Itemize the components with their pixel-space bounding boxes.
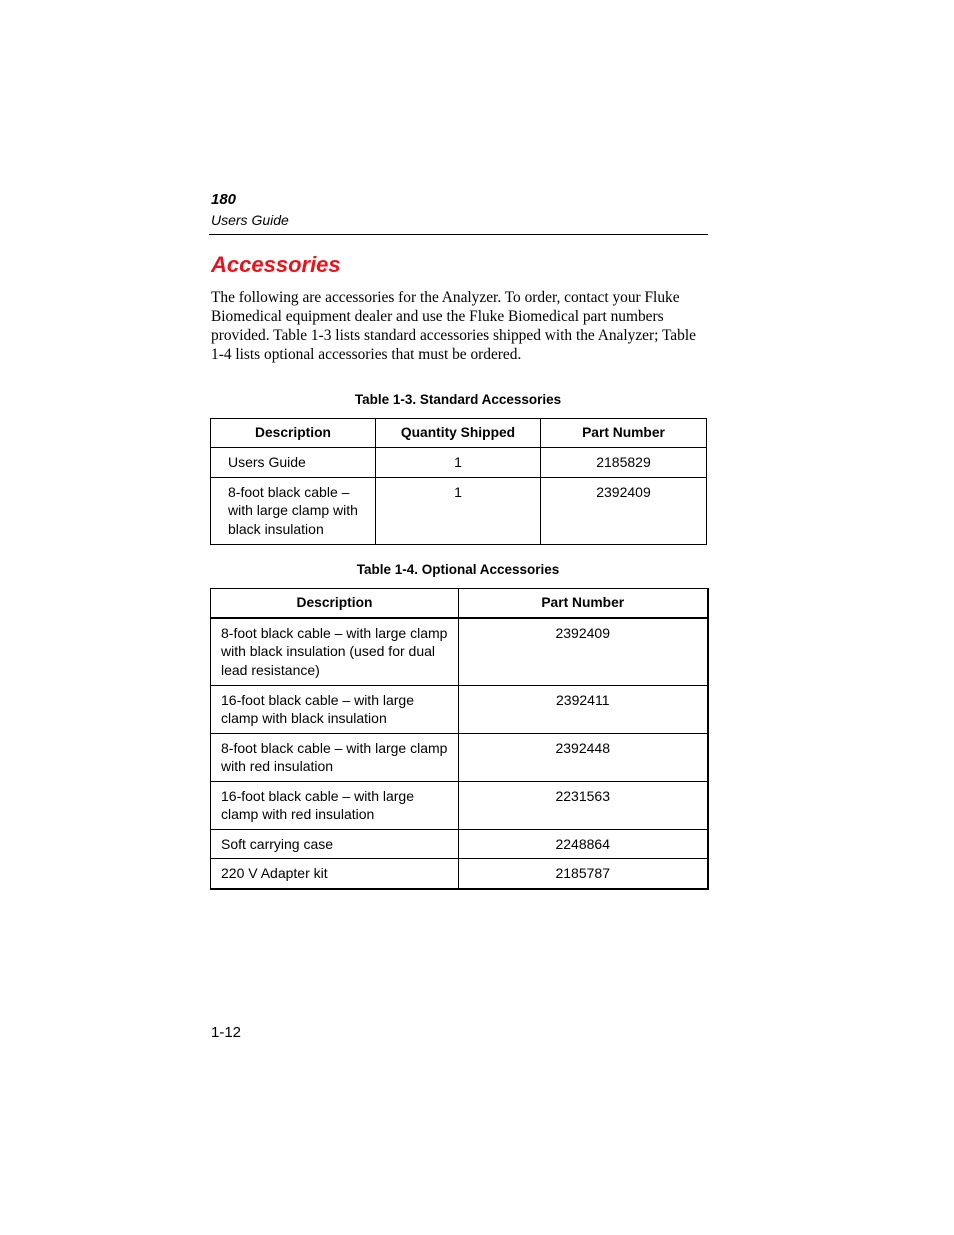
table-row [211,733,708,781]
cell-part-number: 2185829 [541,448,707,478]
intro-paragraph: The following are accessories for the Analyzer. To order, contact your Fluke Biomedical equipment dealer and use the Fluke Biomedical part numbers provided. Table 1-3 lists standard accessories shipped with the Analyzer; Table 1-4 lists optional accessories that must be ordered. [211,289,696,363]
cell-quantity: 1 [376,477,541,544]
standard-accessories-table [210,418,707,545]
section-title: Accessories [211,252,341,277]
cell-part-number: 2185787 [459,859,708,889]
cell-part-number: 2392409 [541,477,707,544]
cell-description: Soft carrying case [211,829,459,859]
column-header-description: Description [211,419,376,448]
table-row [211,685,708,733]
column-header-part-number: Part Number [541,419,707,448]
table-header-row [211,589,708,618]
table-row [211,829,708,859]
cell-description: Users Guide [211,448,376,478]
cell-description: 16-foot black cable – with large clamp with black insulation [211,685,459,733]
cell-quantity: 1 [376,448,541,478]
cell-part-number: 2392411 [459,685,708,733]
manual-title: Users Guide [211,212,289,228]
table-row [211,781,708,829]
table-row [211,859,708,889]
table-header-row [211,419,707,448]
cell-description: 8-foot black cable – with large clamp with black insulation (used for dual lead resistance) [211,618,459,686]
cell-description: 16-foot black cable – with large clamp with red insulation [211,781,459,829]
cell-description: 8-foot black cable – with large clamp with black insulation [211,477,376,544]
table-1-4-caption: Table 1-4. Optional Accessories [356,562,560,577]
optional-accessories-table [210,588,709,890]
header-divider [209,234,708,235]
table-row [211,448,707,478]
table-1-3-caption: Table 1-3. Standard Accessories [354,392,562,407]
column-header-quantity: Quantity Shipped [376,419,541,448]
cell-part-number: 2392448 [459,733,708,781]
table-row [211,618,708,686]
cell-description: 8-foot black cable – with large clamp with red insulation [211,733,459,781]
column-header-description: Description [211,589,459,618]
page-number: 1-12 [211,1024,242,1041]
cell-part-number: 2231563 [459,781,708,829]
cell-part-number: 2392409 [459,618,708,686]
manual-model-number: 180 [211,191,237,208]
cell-part-number: 2248864 [459,829,708,859]
cell-description: 220 V Adapter kit [211,859,459,889]
table-row [211,477,707,544]
column-header-part-number: Part Number [459,589,708,618]
